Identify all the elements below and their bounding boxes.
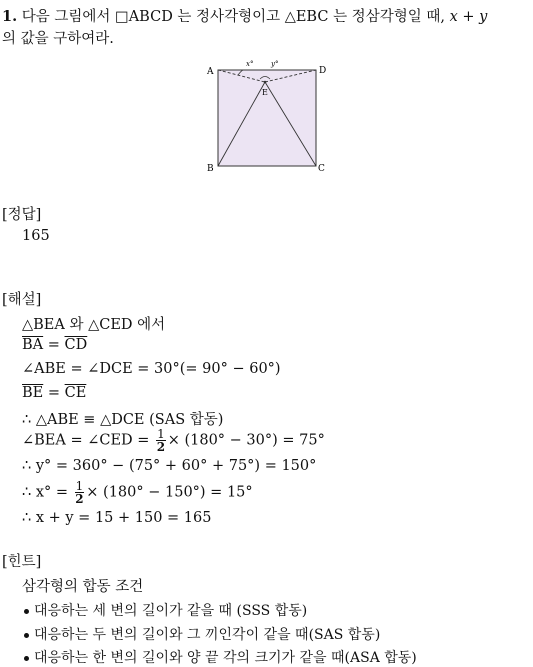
segment-be-text: $\overline{BE}$ (22, 385, 44, 401)
point-e (264, 81, 267, 84)
label-a: A (207, 67, 214, 77)
explanation-line-8 (22, 480, 253, 505)
hint-item: 대응하는 두 변의 길이와 그 끼인각이 같을 때(SAS 합동) (24, 624, 380, 644)
angle-label-y: y° (271, 60, 279, 68)
explanation-line-7: ∴ y° = 360° − (75° + 60° + 75°) = 150° (22, 458, 317, 474)
segment-ce-text: $\overline{CE}$ (64, 385, 87, 401)
line8-tail: × (180° − 150°) = 15° (86, 484, 253, 501)
segment-cd-text: $\overline{CD}$ (64, 337, 88, 353)
hint-item: 대응하는 한 변의 길이와 양 끝 각의 크기가 같을 때(ASA 합동) (24, 647, 417, 667)
square-abcd (218, 70, 316, 166)
explanation-line-5: ∴ △ABE ≡ △DCE (SAS 합동) (22, 412, 224, 428)
label-c: C (318, 164, 325, 174)
angle-label-x: x° (246, 60, 254, 68)
hint-item: 대응하는 세 변의 길이가 같을 때 (SSS 합동) (24, 600, 307, 620)
fraction-half-2: $\frac{1}{2}$ (75, 479, 84, 506)
explanation-line-2: $\overline{BA} = \overline{CD}$ (22, 337, 88, 353)
segment-ba-text: $\overline{BA}$ (22, 337, 44, 353)
explanation-label: [해설] (2, 292, 42, 308)
explanation-line-3: ∠ABE = ∠DCE = 30°(= 90° − 60°) (22, 361, 281, 377)
line6-tail: × (180° − 30°) = 75° (167, 432, 325, 449)
label-e: E (262, 88, 268, 97)
bullet-icon (24, 633, 29, 638)
explanation-line-4: $\overline{BE} = \overline{CE}$ (22, 385, 87, 401)
problem-number: 1. (2, 8, 18, 25)
square-triangle-figure (205, 60, 330, 175)
problem-text-line2: 의 값을 구하여라. (2, 31, 114, 47)
explanation-line-9: ∴ x + y = 15 + 150 = 165 (22, 510, 212, 526)
line6-head: ∠BEA = ∠CED = (22, 432, 155, 449)
fraction-half: $\frac{1}{2}$ (156, 427, 166, 454)
label-b: B (207, 164, 214, 174)
label-d: D (319, 66, 327, 76)
explanation-line-1: △BEA 와 △CED 에서 (22, 317, 166, 333)
bullet-icon (24, 609, 29, 614)
hint-title: 삼각형의 합동 조건 (22, 579, 144, 595)
hint-label: [힌트] (2, 554, 42, 570)
answer-label: [정답] (2, 207, 42, 223)
explanation-line-6 (22, 428, 325, 453)
answer-value: 165 (22, 228, 50, 244)
bullet-icon (24, 656, 29, 661)
problem-variable-expression: x + y (449, 9, 488, 25)
line8-head: ∴ x° = (22, 484, 73, 501)
problem-text-line1: 다음 그림에서 □ABCD 는 정사각형이고 △EBC 는 정삼각형일 때, (21, 9, 445, 25)
problem-statement (2, 6, 530, 50)
